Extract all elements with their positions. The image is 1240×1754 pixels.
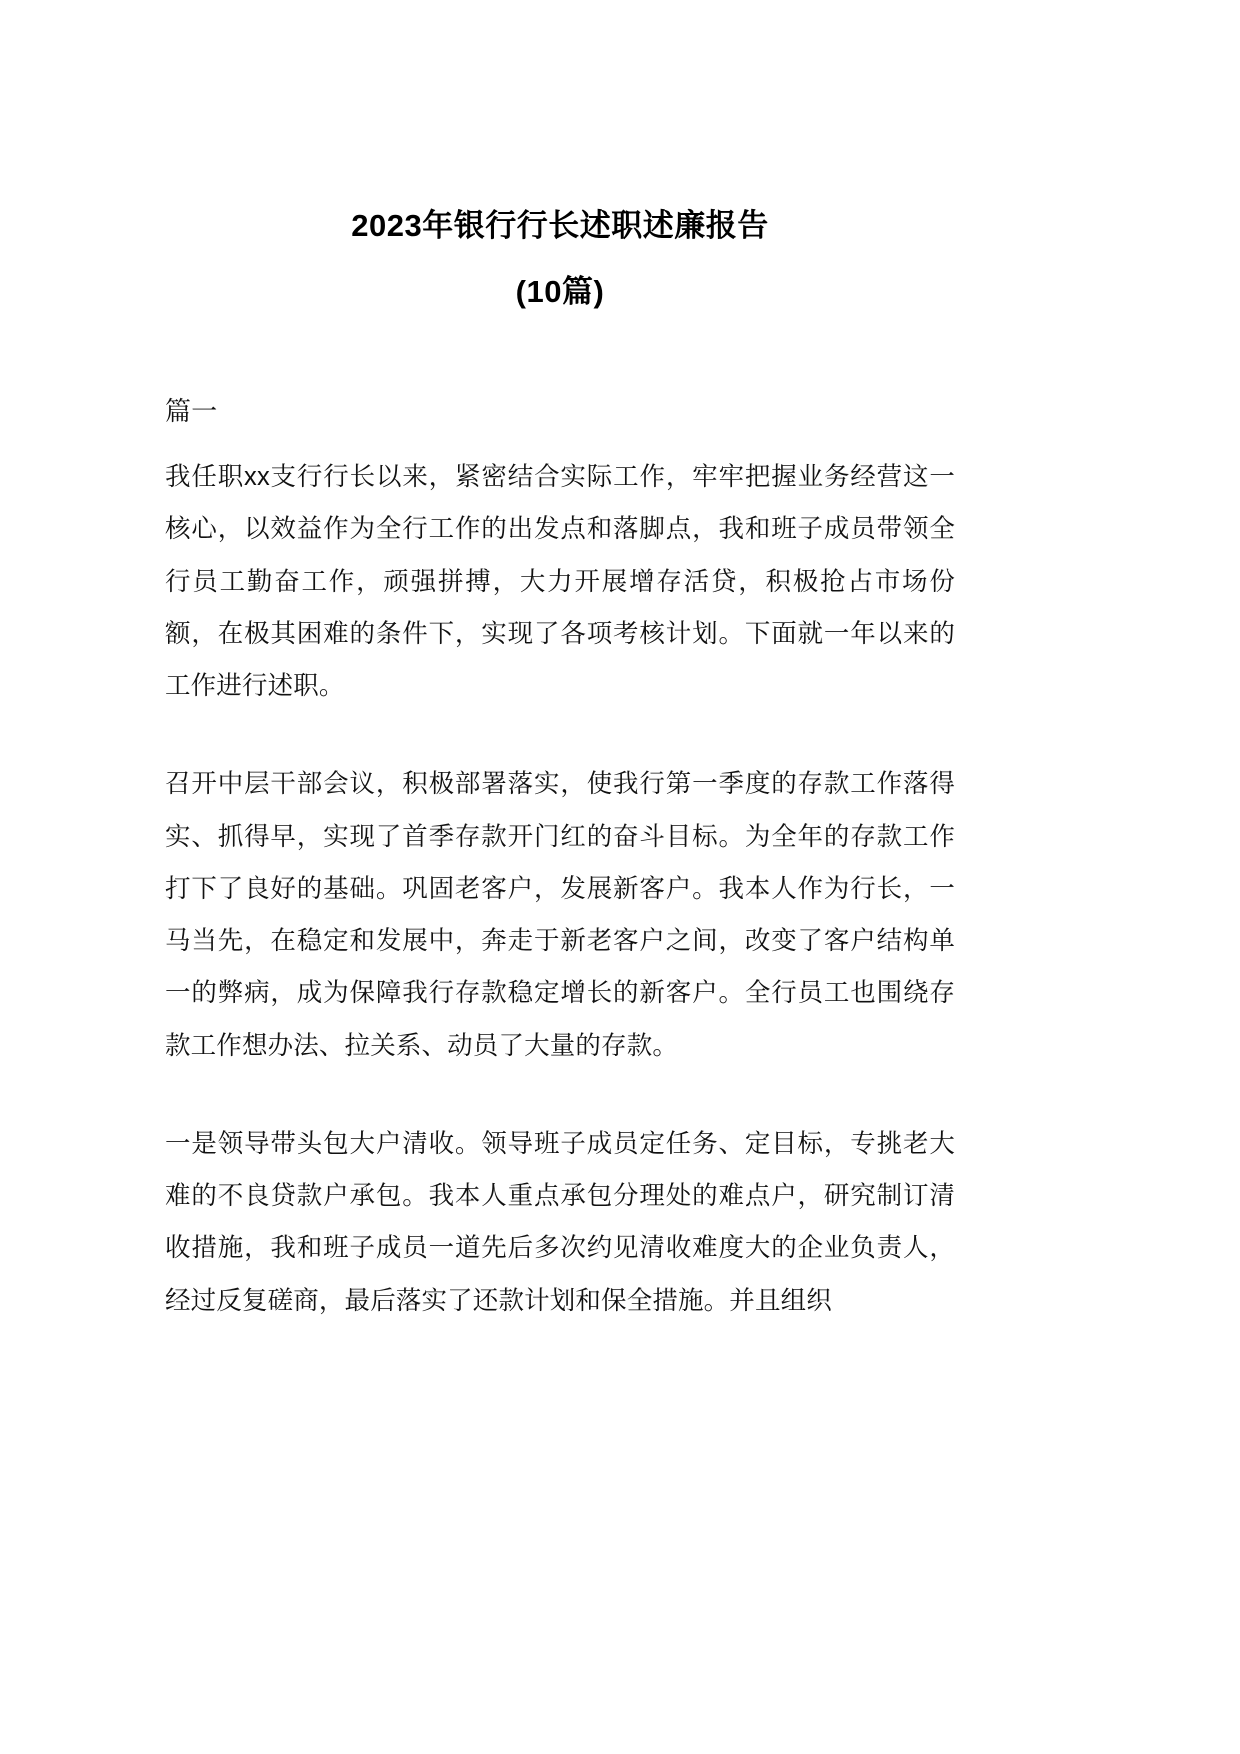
section-marker-pian-yi: 篇一 [165, 395, 218, 426]
paragraph-1: 我任职xx支行行长以来，紧密结合实际工作，牢牢把握业务经营这一核心，以效益作为全行工作的出发点和落脚点，我和班子成员带领全行员工勤奋工作，顽强拼搏，大力开展增存活贷，积极抢占市场份额，在极其困难的条件下，实现了各项考核计划。下面就一年以来的工作进行述职。 [165, 462, 955, 701]
document-title: 2023年银行行长述职述廉报告 [351, 208, 769, 243]
document-subtitle: (10篇) [515, 273, 605, 309]
paragraph-3: 一是领导带头包大户清收。领导班子成员定任务、定目标，专挑老大难的不良贷款户承包。我本人重点承包分理处的难点户，研究制订清收措施，我和班子成员一道先后多次约见清收难度大的企业负责人，经过反复磋商，最后落实了还款计划和保全措施。并且组织 [165, 1129, 955, 1315]
paragraph-2: 召开中层干部会议，积极部署落实，使我行第一季度的存款工作落得实、抓得早，实现了首季存款开门红的奋斗目标。为全年的存款工作打下了良好的基础。巩固老客户，发展新客户。我本人作为行长，一马当先，在稳定和发展中，奔走于新老客户之间，改变了客户结构单一的弊病，成为保障我行存款稳定增长的新客户。全行员工也围绕存款工作想办法、拉关系、动员了大量的存款。 [165, 770, 955, 1060]
document-body [165, 0, 955, 1367]
